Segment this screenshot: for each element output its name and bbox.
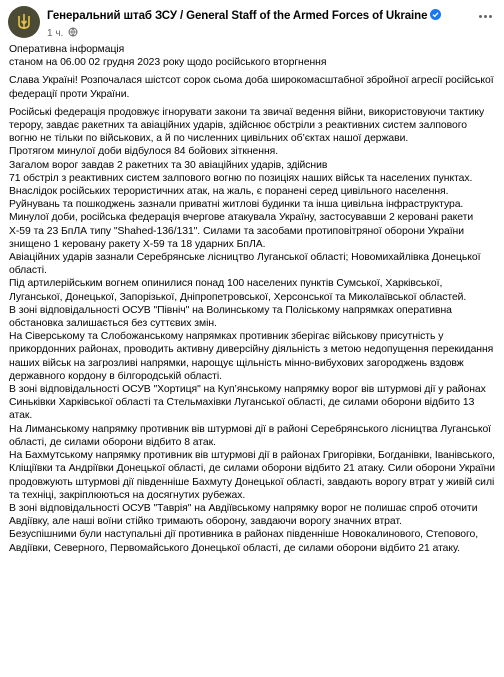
post-paragraph: Авіаційних ударів зазнали Серебрянське лісництво Луганської області; Новомихайлівка Донецької області. <box>9 252 481 277</box>
post-paragraph: Слава Україні! Розпочалася шістсот сорок сьома доба широкомасштабної збройної агресії російської федерації проти України. <box>9 75 494 100</box>
post-paragraph: В зоні відповідальності ОСУВ "Таврія" на Авдіївському напрямку ворог не полишає спроб оточити Авдіївку, але наші воїни стійко тримають оборону, завдаючи ворогу значних втрат. <box>9 502 478 528</box>
post-body <box>9 43 497 555</box>
more-options-button[interactable] <box>474 8 496 24</box>
post-paragraph: станом на 06.00 02 грудня 2023 року щодо російського вторгнення <box>9 57 327 69</box>
page-name-link[interactable] <box>47 9 441 22</box>
post-paragraph: Минулої доби, російська федерація вчергове атакувала Україну, застосувавши 2 керовані ракети Х-59 та 23 БпЛА типу "Shahed-136/131". Силами та засобами протиповітряної оборони України знищено 1 керовану ракету Х-59 та 18 ударних БпЛА. <box>9 212 474 250</box>
page-name[interactable]: Генеральний штаб ЗСУ / General Staff of the Armed Forces of Ukraine <box>47 10 428 22</box>
post-paragraph: Загалом ворог завдав 2 ракетних та 30 авіаційних ударів, здійснив <box>9 159 328 171</box>
verified-badge-icon <box>430 9 441 20</box>
post-time[interactable]: 1 ч. <box>47 28 64 39</box>
globe-icon[interactable] <box>68 27 78 40</box>
post-paragraph: Безуспішними були наступальні дії противника в районах південніше Новокалинового, Степового, Авдіївки, Северного, Первомайського Донецької області, де силами оборони відбито 21 атаку. <box>9 529 479 554</box>
post-paragraph: На Бахмутському напрямку противник вів штурмові дії в районах Григорівки, Богданівки, Іванівського, Кліщіївки та Андріївки Донецької області, де силами оборони відбито 21 атаку. Сили оборони України продовжують штурмові дії південніше Бахмуту Донецької області, завдають ворогу втрат у живій силі та техніці, закріплюються на досягнутих рубежах. <box>9 450 496 501</box>
more-options-icon <box>479 15 482 18</box>
trident-emblem-icon <box>14 12 34 32</box>
page-avatar[interactable] <box>8 6 40 38</box>
post-paragraph: Під артилерійським вогнем опинилися понад 100 населених пунктів Сумської, Харківської, Луганської, Донецької, Запорізької, Дніпропетровської, Херсонської та Миколаївської областей. <box>9 278 467 303</box>
post-paragraph: Російські федерація продовжує ігнорувати закони та звичаї ведення війни, використовуючи тактику терору, завдає ракетних та авіаційних ударів, здійснює обстріли з реактивних систем залпового вогню не тільки по військових, а й по численних цивільних об’єктах нашої держави. <box>9 106 485 145</box>
post-meta <box>47 27 78 40</box>
post-paragraph: На Сіверському та Слобожанському напрямках противник зберігає військову присутність у прикордонних районах, проводить активну диверсійну діяльність з метою недопущення перекидання наших військ на загрозливі напрямки, нарощує щільність мінно-вибухових загороджень вздовж державного кордону в білгородській області. <box>9 331 494 382</box>
post-paragraph: В зоні відповідальності ОСУВ "Хортиця" на Куп’янському напрямку ворог вів штурмові дії у районах Синьківки Харківської області та Стельмахівки Луганської області, де силами оборони відбито 13 атак. <box>9 384 486 422</box>
post-header <box>8 6 498 40</box>
post-paragraph: Протягом минулої доби відбулося 84 бойових зіткнення. <box>9 146 279 158</box>
post-paragraph: На Лиманському напрямку противник вів штурмові дії в районі Серебрянського лісництва Луганської області, де силами оборони відбито 8 атак. <box>9 423 492 448</box>
post-paragraph: 71 обстріл з реактивних систем залпового вогню по позиціях наших військ та населених пунктах. Внаслідок російських терористичних атак, на жаль, є поранені серед цивільного населення. Руйнувань та пошкоджень зазнали приватні житлові будинки та інша цивільна інфраструктура. <box>9 172 473 211</box>
post-paragraph: В зоні відповідальності ОСУВ "Північ" на Волинському та Поліському напрямках оперативна обстановка залишається без суттєвих змін. <box>9 304 452 330</box>
post-paragraph: Оперативна інформація <box>9 44 125 55</box>
